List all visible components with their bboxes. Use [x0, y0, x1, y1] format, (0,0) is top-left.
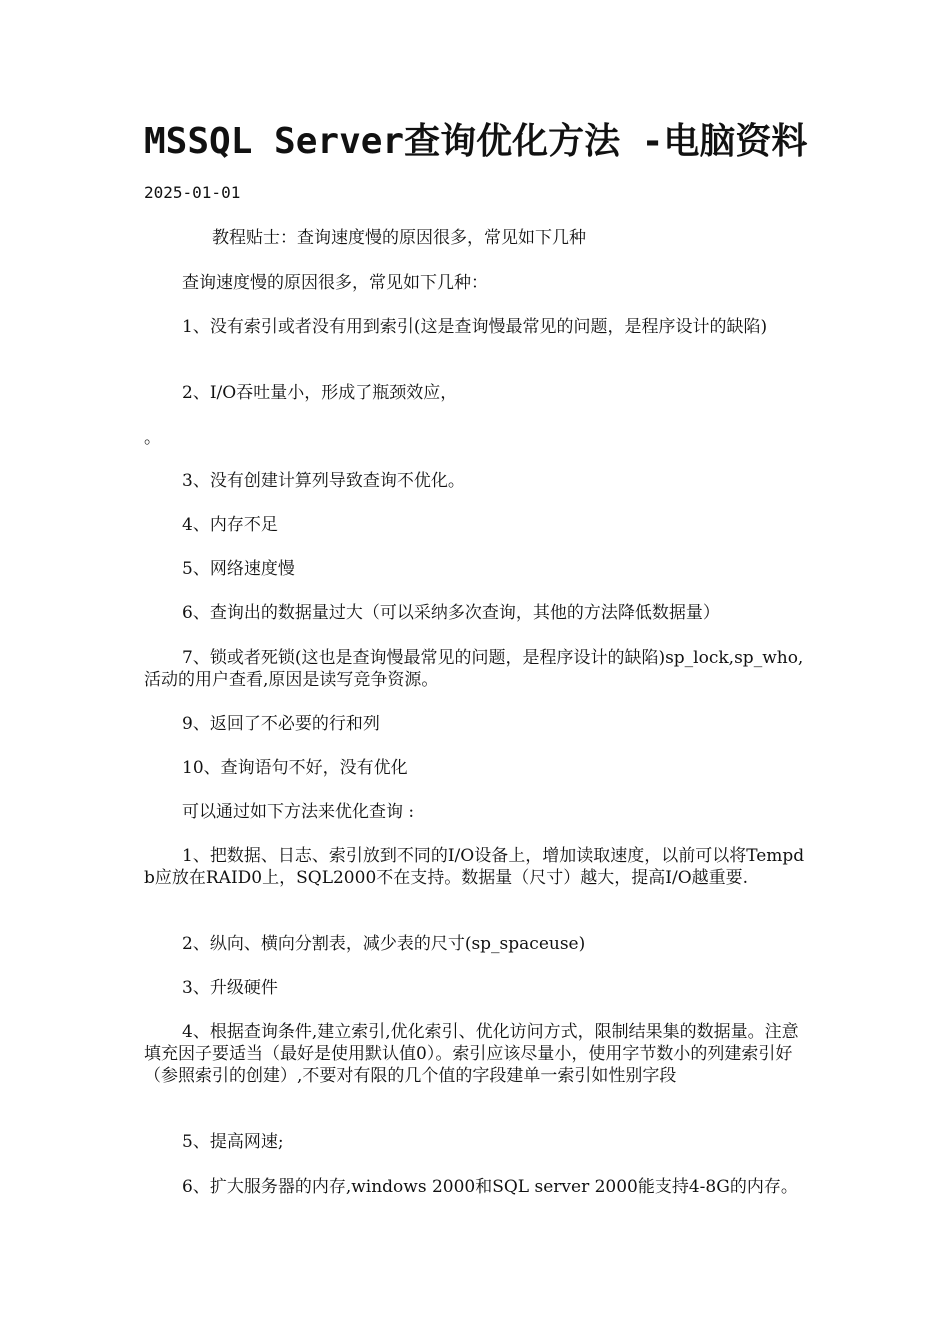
paragraph: 可以通过如下方法来优化查询 :: [182, 802, 415, 822]
paragraph: 3、升级硬件: [182, 978, 278, 998]
paragraph: 4、根据查询条件,建立索引,优化索引、优化访问方式，限制结果集的数据量。注意填充因子要适当（最好是使用默认值0）。索引应该尽量小，使用字节数小的列建索引好（参照索引的创建）,不要对有限的几个值的字段建单一索引如性别字段: [144, 1022, 799, 1086]
paragraph: 6、查询出的数据量过大（可以采纳多次查询，其他的方法降低数据量）: [182, 603, 720, 623]
page-title: MSSQL Server查询优化方法 -电脑资料: [144, 121, 808, 162]
paragraph: 5、网络速度慢: [182, 559, 295, 579]
paragraph: 5、提高网速;: [182, 1132, 284, 1152]
publish-date: 2025-01-01: [144, 183, 241, 202]
paragraph: 2、纵向、横向分割表，减少表的尺寸(sp_spaceuse): [182, 934, 586, 954]
paragraph: 3、没有创建计算列导致查询不优化。: [182, 471, 465, 491]
paragraph: 4、内存不足: [182, 515, 278, 535]
paragraph: 9、返回了不必要的行和列: [182, 714, 380, 734]
paragraph: 1、把数据、日志、索引放到不同的I/O设备上，增加读取速度，以前可以将Tempdb应放在RAID0上，SQL2000不在支持。数据量（尺寸）越大，提高I/O越重要.: [144, 846, 805, 888]
tip-paragraph: 教程贴士：查询速度慢的原因很多，常见如下几种: [212, 228, 586, 248]
paragraph: 1、没有索引或者没有用到索引(这是查询慢最常见的问题，是程序设计的缺陷): [182, 317, 768, 337]
paragraph: 6、扩大服务器的内存,windows 2000和SQL server 2000能支持4-8G的内存。: [182, 1177, 798, 1197]
paragraph: 10、查询语句不好，没有优化: [182, 758, 408, 778]
paragraph: 。: [144, 428, 161, 448]
paragraph: 查询速度慢的原因很多，常见如下几种：: [182, 273, 488, 293]
paragraph: 2、I/O吞吐量小，形成了瓶颈效应，: [182, 383, 458, 403]
paragraph: 7、锁或者死锁(这也是查询慢最常见的问题，是程序设计的缺陷)sp_lock,sp_who,活动的用户查看,原因是读写竞争资源。: [144, 648, 804, 690]
